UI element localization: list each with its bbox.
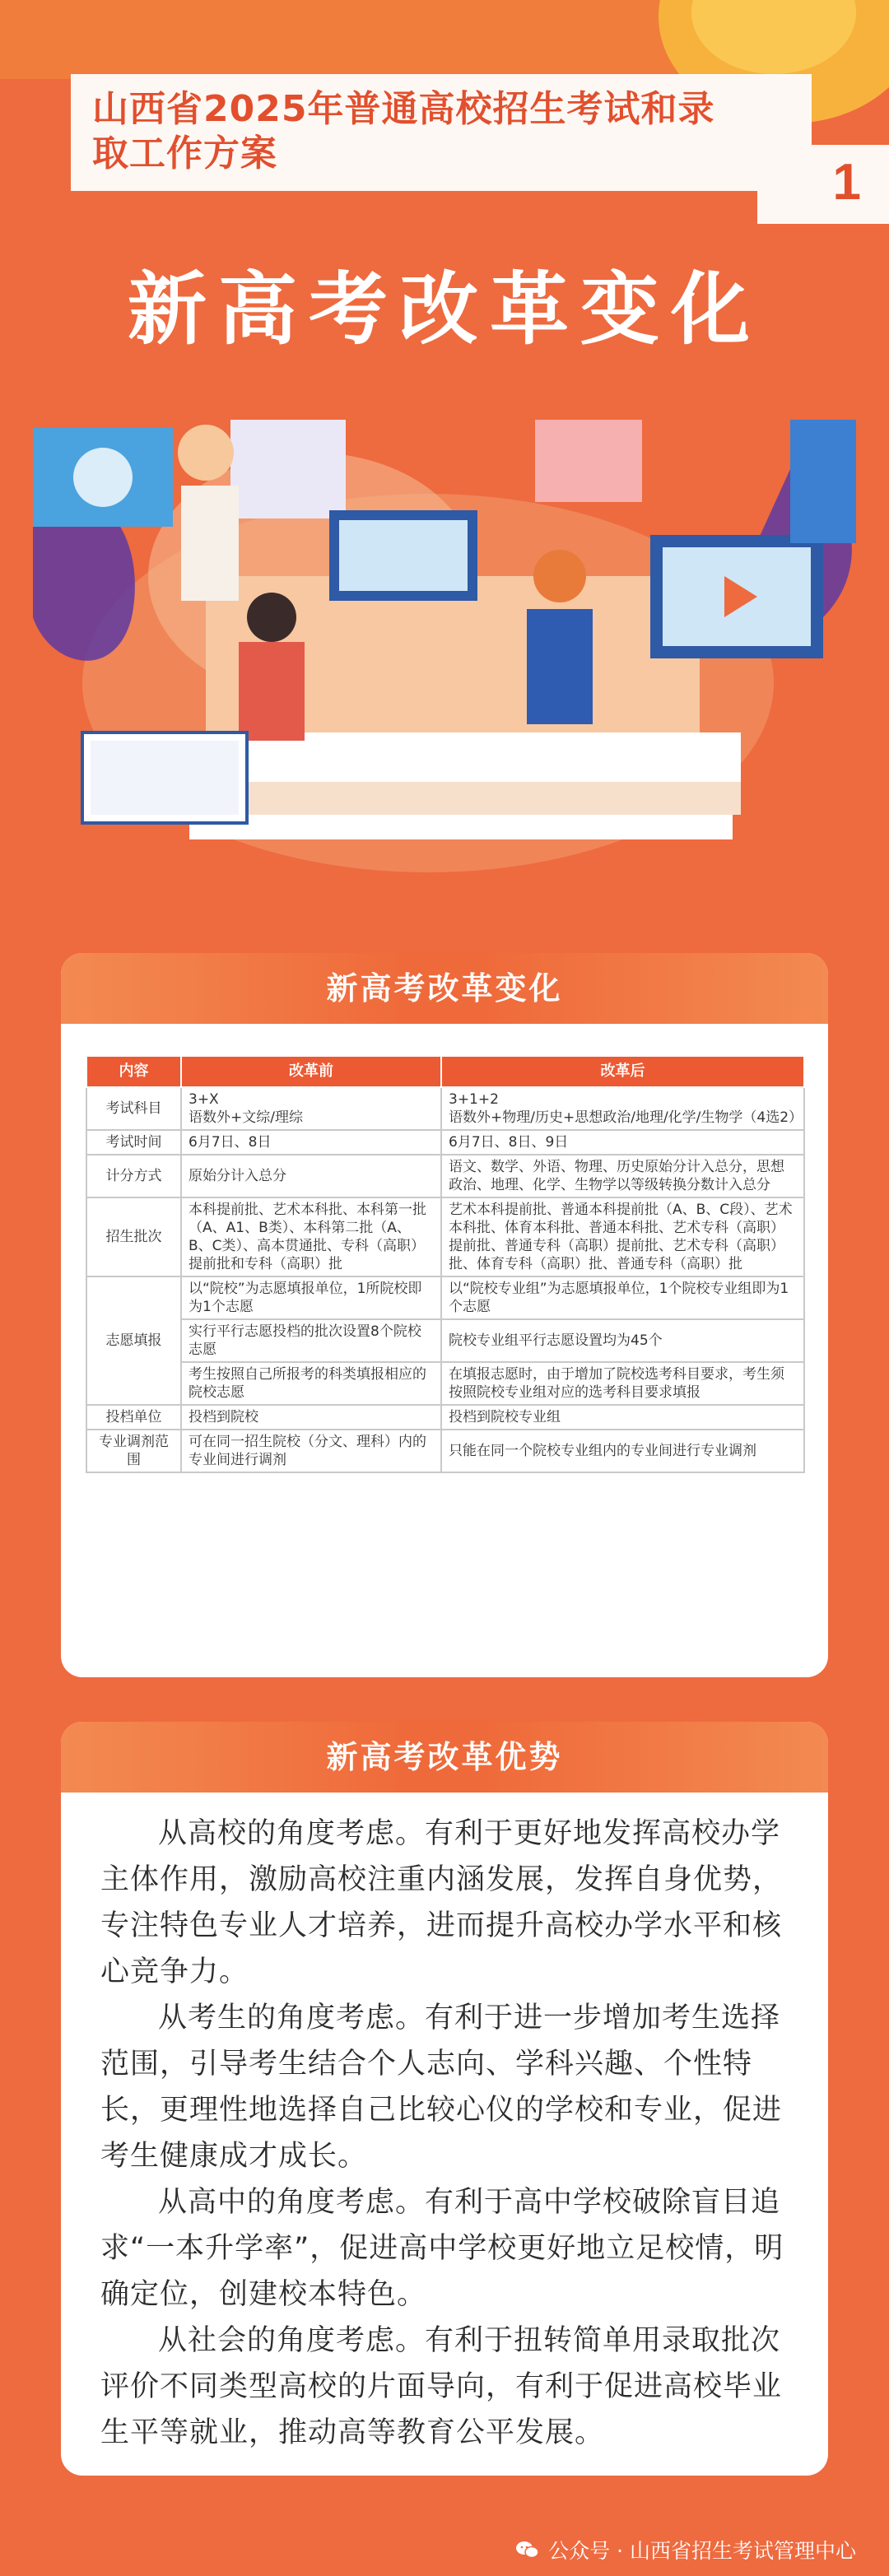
cell-after: 3+1+2 语数外+物理/历史+思想政治/地理/化学/生物学（4选2） bbox=[441, 1087, 804, 1130]
cell-before: 投档到院校 bbox=[181, 1405, 441, 1430]
column-header: 内容 bbox=[86, 1056, 181, 1087]
paragraph: 从高中的角度考虑。有利于高中学校破除盲目追求“一本升学率”，促进高中学校更好地立足校情，明确定位，创建校本特色。 bbox=[100, 2186, 784, 2311]
cell-before: 6月7日、8日 bbox=[181, 1130, 441, 1155]
cell-before: 以“院校”为志愿填报单位，1所院校即为1个志愿 bbox=[181, 1276, 441, 1319]
paragraph: 从考生的角度考虑。有利于进一步增加考生选择范围，引导考生结合个人志向、学科兴趣、个性特长，更理性地选择自己比较心仪的学校和专业，促进考生健康成才成长。 bbox=[100, 2002, 783, 2173]
page-number-tab bbox=[757, 145, 889, 224]
column-header: 改革后 bbox=[441, 1056, 804, 1087]
comparison-card bbox=[61, 953, 828, 1677]
row-label: 考试科目 bbox=[86, 1087, 181, 1130]
cell-after: 语文、数学、外语、物理、历史原始分计入总分，思想政治、地理、化学、生物学以等级转换分数计入总分 bbox=[441, 1155, 804, 1197]
table-header-row bbox=[86, 1056, 804, 1087]
section-heading: 新高考改革变化 bbox=[61, 953, 828, 1024]
page-number: 1 bbox=[832, 154, 861, 211]
cell-before: 可在同一招生院校（分文、理科）内的专业间进行调剂 bbox=[181, 1430, 441, 1472]
footer bbox=[515, 2535, 856, 2564]
table-row bbox=[86, 1362, 804, 1405]
advantages-text bbox=[100, 1811, 792, 2456]
row-label: 专业调剂范围 bbox=[86, 1430, 181, 1472]
table-row bbox=[86, 1319, 804, 1362]
table-row bbox=[86, 1155, 804, 1197]
row-label: 志愿填报 bbox=[86, 1276, 181, 1405]
cell-after: 只能在同一个院校专业组内的专业间进行专业调剂 bbox=[441, 1430, 804, 1472]
wechat-icon bbox=[515, 2540, 540, 2560]
cell-before: 本科提前批、艺术本科批、本科第一批（A、A1、B类）、本科第二批（A、B、C类）、高本贯通批、专科（高职）提前批和专科（高职）批 bbox=[181, 1197, 441, 1276]
row-label: 招生批次 bbox=[86, 1197, 181, 1276]
cell-before: 3+X 语数外+文综/理综 bbox=[181, 1087, 441, 1130]
hero-illustration bbox=[0, 370, 889, 963]
cell-after: 在填报志愿时，由于增加了院校选考科目要求，考生须按照院校专业组对应的选考科目要求填报 bbox=[441, 1362, 804, 1405]
cell-after: 投档到院校专业组 bbox=[441, 1405, 804, 1430]
table-row bbox=[86, 1087, 804, 1130]
paragraph: 从社会的角度考虑。有利于扭转简单用录取批次评价不同类型高校的片面导向，有利于促进高校毕业生平等就业，推动高等教育公平发展。 bbox=[100, 2324, 783, 2449]
comparison-table bbox=[86, 1055, 805, 1473]
row-label: 计分方式 bbox=[86, 1155, 181, 1197]
table-row bbox=[86, 1130, 804, 1155]
table-row bbox=[86, 1430, 804, 1472]
cell-before: 原始分计入总分 bbox=[181, 1155, 441, 1197]
cell-after: 艺术本科提前批、普通本科提前批（A、B、C段）、艺术本科批、体育本科批、普通本科批、艺术专科（高职）提前批、普通专科（高职）提前批、艺术专科（高职）批、体育专科（高职）批、普通专科（高职）批 bbox=[441, 1197, 804, 1276]
cell-after: 6月7日、8日、9日 bbox=[441, 1130, 804, 1155]
advantages-card bbox=[61, 1722, 828, 2476]
column-header: 改革前 bbox=[181, 1056, 441, 1087]
hero-title: 新高考改革变化 bbox=[128, 263, 761, 356]
row-label: 投档单位 bbox=[86, 1405, 181, 1430]
cell-after: 院校专业组平行志愿设置均为45个 bbox=[441, 1319, 804, 1362]
cell-before: 实行平行志愿投档的批次设置8个院校志愿 bbox=[181, 1319, 441, 1362]
cell-before: 考生按照自己所报考的科类填报相应的院校志愿 bbox=[181, 1362, 441, 1405]
row-label: 考试时间 bbox=[86, 1130, 181, 1155]
document-title: 山西省2025年普通高校招生考试和录取工作方案 bbox=[92, 88, 715, 174]
table-row bbox=[86, 1405, 804, 1430]
cell-after: 以“院校专业组”为志愿填报单位，1个院校专业组即为1个志愿 bbox=[441, 1276, 804, 1319]
paragraph: 从高校的角度考虑。有利于更好地发挥高校办学主体作用，激励高校注重内涵发展，发挥自身优势，专注特色专业人才培养，进而提升高校办学水平和核心竞争力。 bbox=[100, 1817, 783, 1988]
table-row bbox=[86, 1197, 804, 1276]
section-heading: 新高考改革优势 bbox=[61, 1722, 828, 1793]
footer-text: 公众号 · 山西省招生考试管理中心 bbox=[548, 2539, 856, 2563]
table-row bbox=[86, 1276, 804, 1319]
